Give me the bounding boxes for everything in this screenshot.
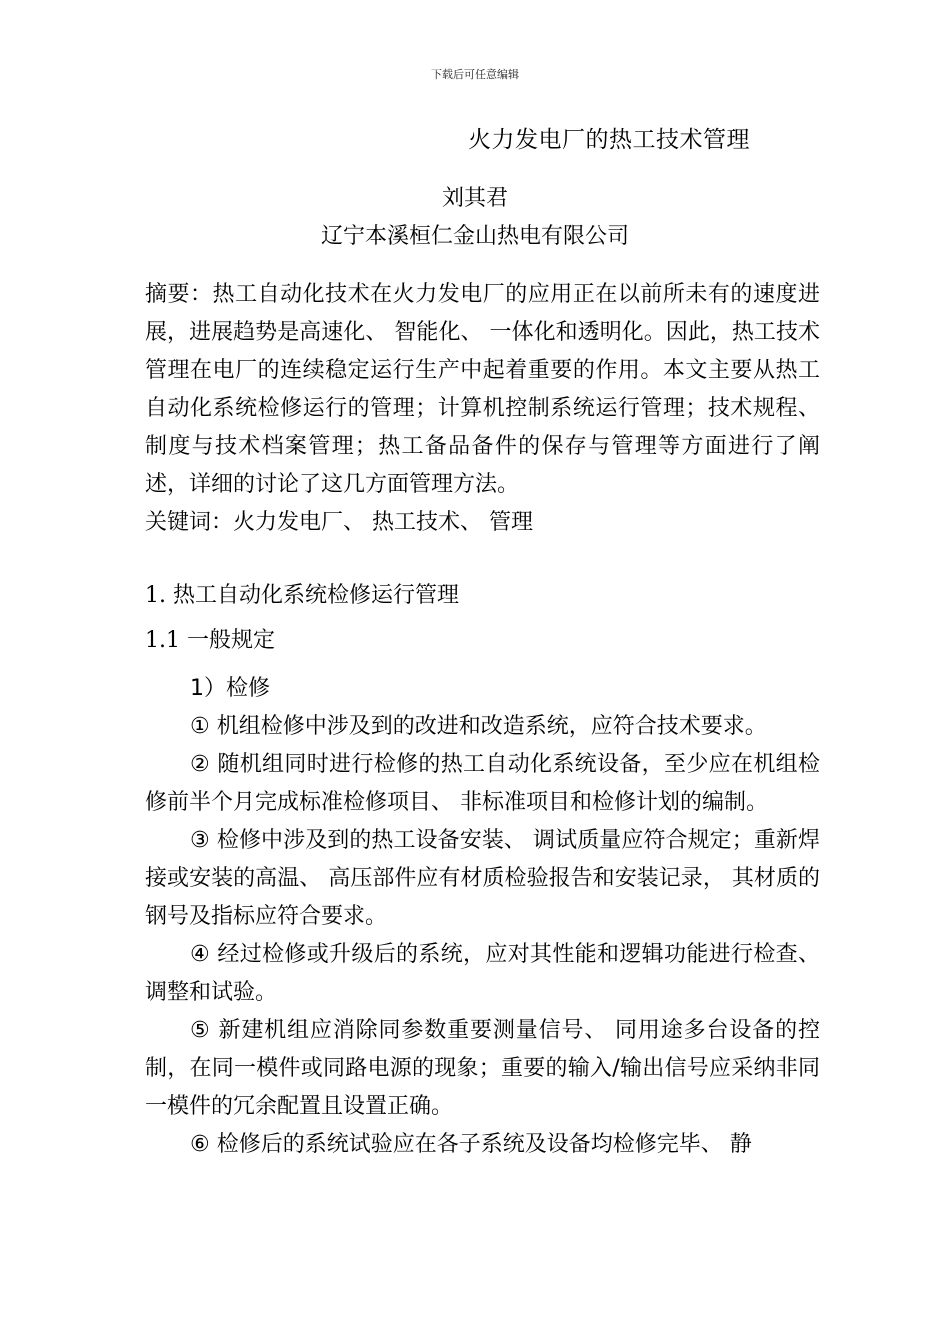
author-name: 刘其君 bbox=[441, 186, 508, 211]
list-item: ② 随机组同时进行检修的热工自动化系统设备，至少应在机组检修前半个月完成标准检修项目、 非标准项目和检修计划的编制。 bbox=[145, 752, 820, 815]
list-item: ① 机组检修中涉及到的改进和改造系统，应符合技术要求。 bbox=[190, 714, 767, 739]
subheading-maintenance: 1）检修 bbox=[190, 676, 270, 701]
section-heading-1: 1. 热工自动化系统检修运行管理 bbox=[145, 583, 459, 608]
author-affiliation: 辽宁本溪桓仁金山热电有限公司 bbox=[320, 224, 629, 249]
keywords-line: 关键词：火力发电厂、 热工技术、 管理 bbox=[145, 510, 533, 535]
list-item: ③ 检修中涉及到的热工设备安装、 调试质量应符合规定；重新焊接或安装的高温、 高压部件应有材质检验报告和安装记录， 其材质的钢号及指标应符合要求。 bbox=[145, 828, 820, 929]
list-item: ⑥ 检修后的系统试验应在各子系统及设备均检修完毕、 静 bbox=[190, 1132, 752, 1157]
document-body bbox=[145, 276, 820, 1164]
page-header: 下载后可任意编辑 bbox=[431, 68, 519, 81]
section-heading-1-1: 1.1 一般规定 bbox=[145, 628, 275, 653]
list-item: ⑤ 新建机组应消除同参数重要测量信号、 同用途多台设备的控制，在同一模件或同路电源的现象；重要的输入/输出信号应采纳非同一模件的冗余配置且设置正确。 bbox=[145, 1018, 820, 1119]
document-title: 火力发电厂的热工技术管理 bbox=[468, 127, 750, 153]
abstract-paragraph: 摘要：热工自动化技术在火力发电厂的应用正在以前所未有的速度进展，进展趋势是高速化、 智能化、 一体化和透明化。因此，热工技术管理在电厂的连续稳定运行生产中起着重要的作用。本文主要从热工自动化系统检修运行的管理；计算机控制系统运行管理；技术规程、 制度与技术档案管理；热工备品备件的保存与管理等方面进行了阐述，详细的讨论了这几方面管理方法。 bbox=[145, 282, 820, 497]
list-item: ④ 经过检修或升级后的系统，应对其性能和逻辑功能进行检查、 调整和试验。 bbox=[145, 942, 820, 1005]
